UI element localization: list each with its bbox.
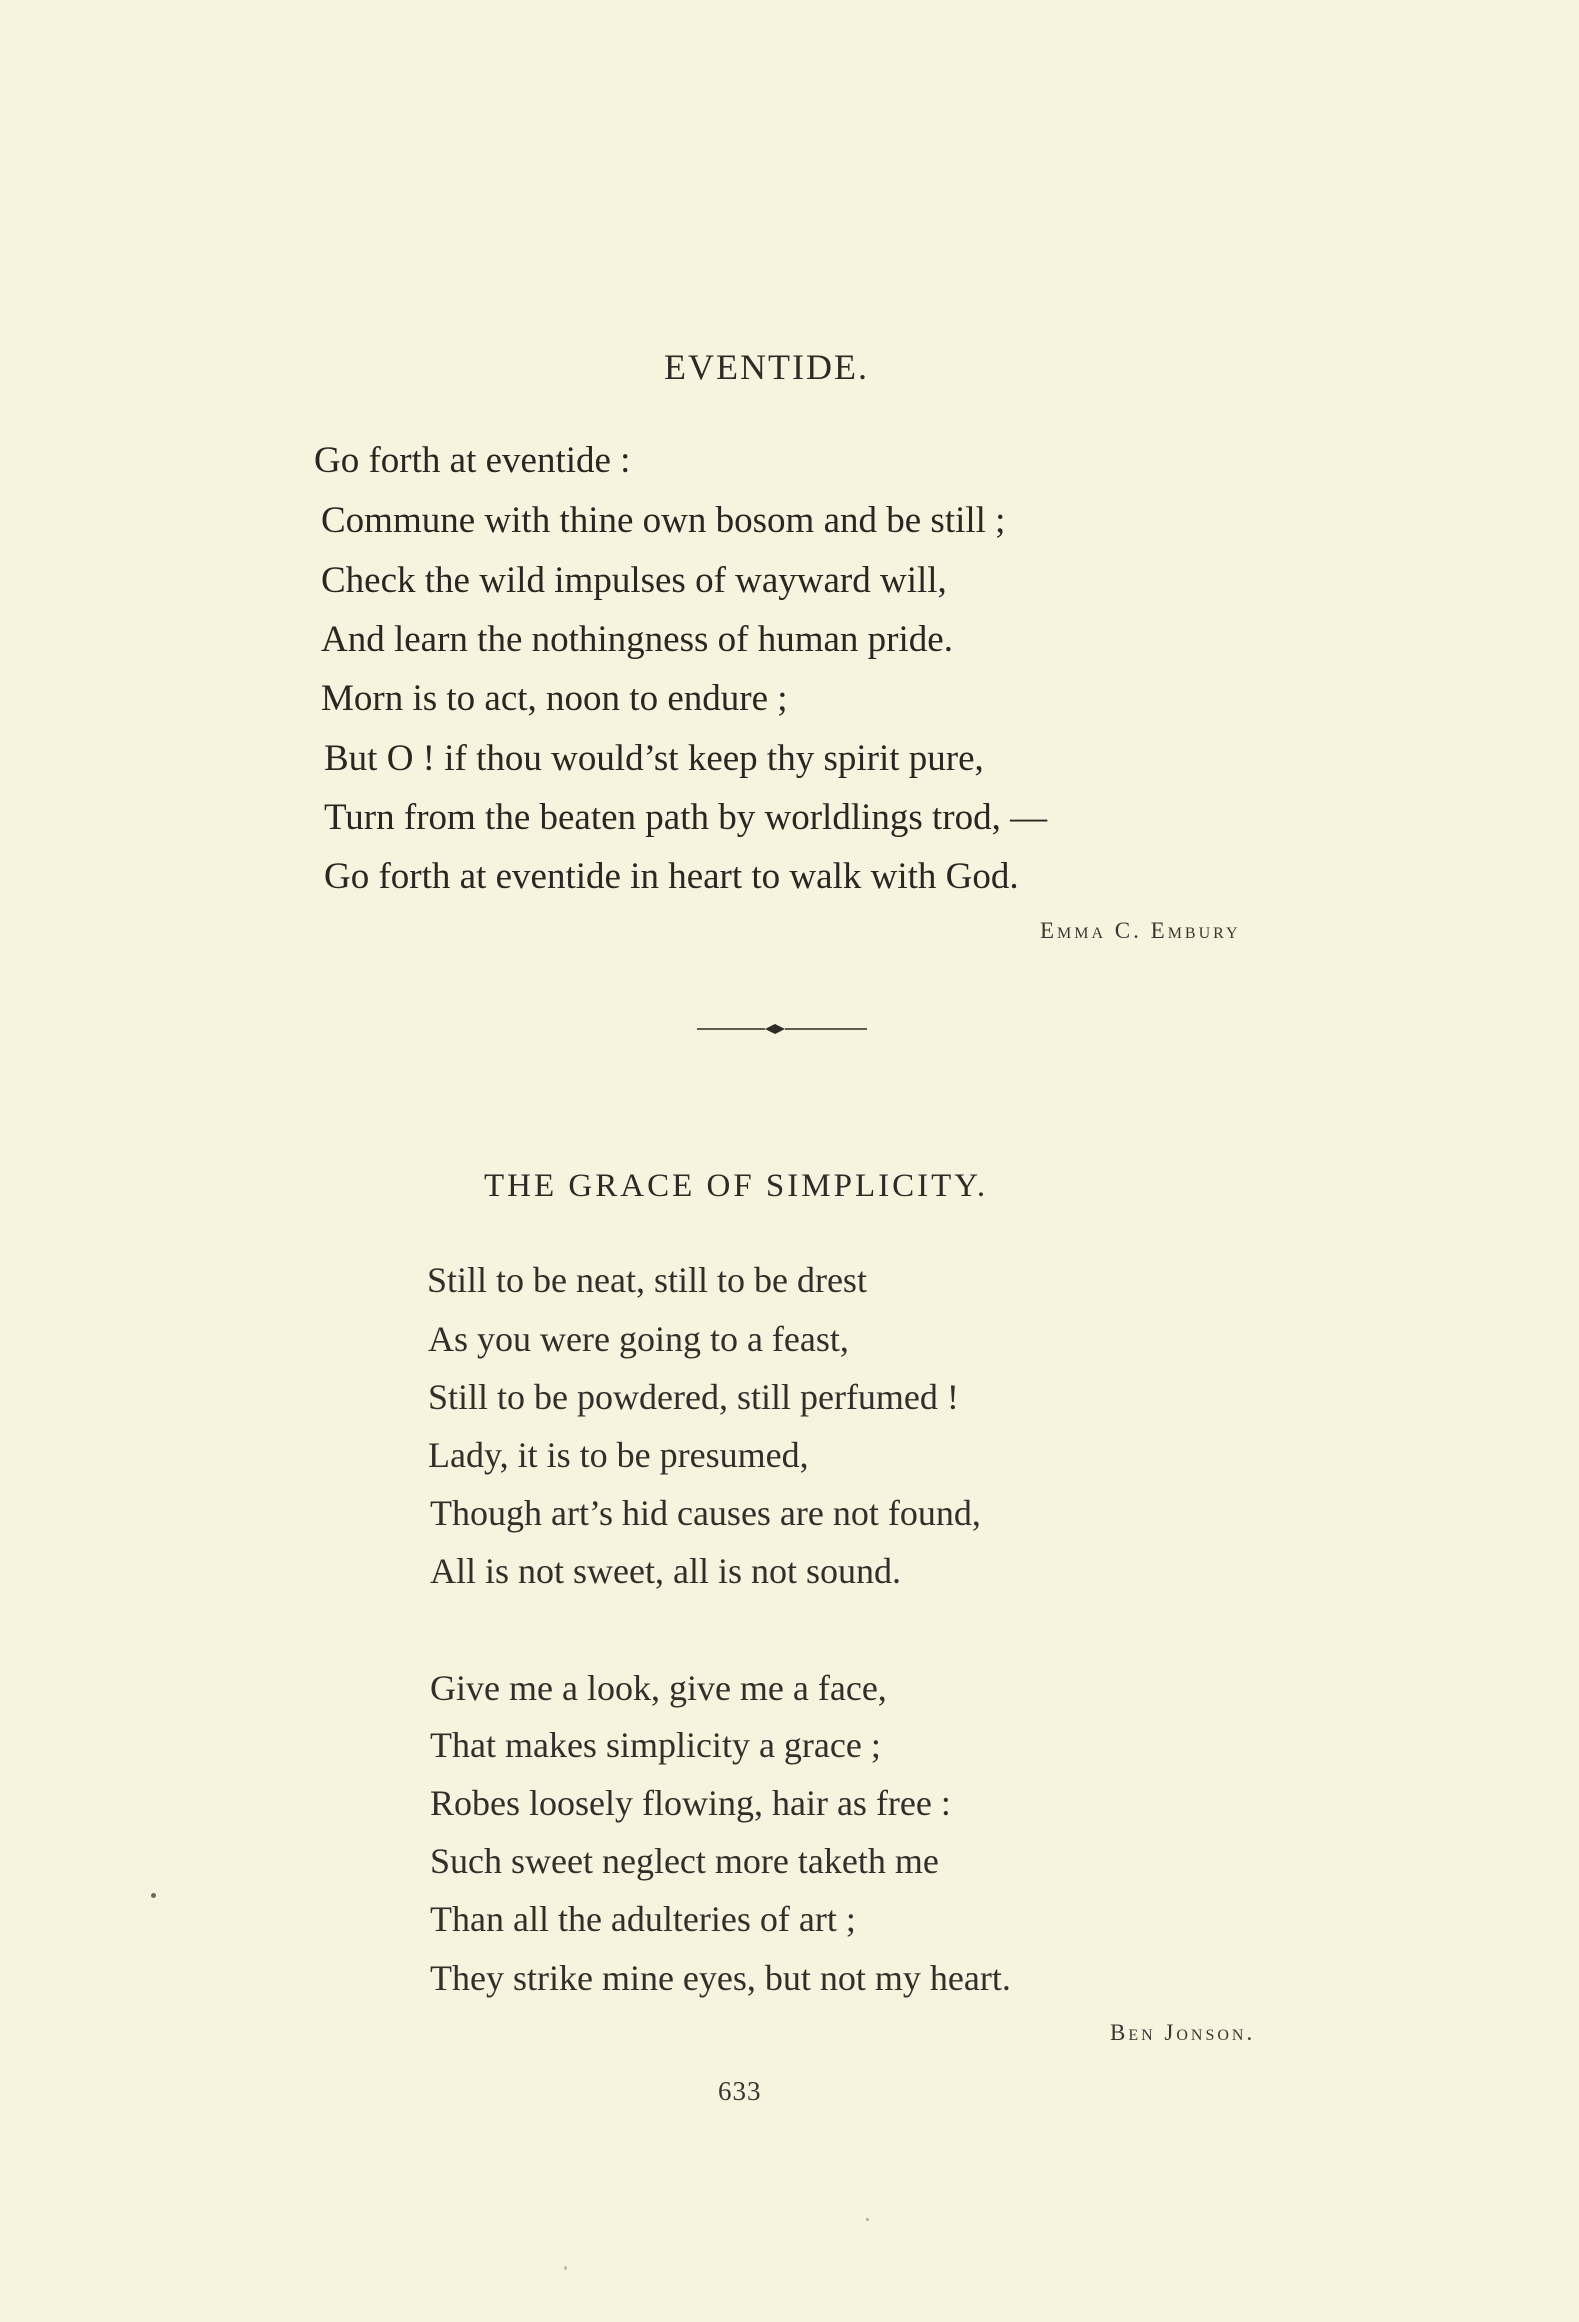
poem-line: Morn is to act, noon to endure ; [321, 678, 788, 719]
poem-line: Go forth at eventide in heart to walk with God. [324, 856, 1019, 897]
poem-line: Still to be neat, still to be drest [427, 1260, 867, 1300]
poem-line: Turn from the beaten path by worldlings trod, — [324, 797, 1048, 838]
paper-speck [564, 2266, 567, 2270]
paper-speck [866, 2218, 869, 2221]
poem-line: As you were going to a feast, [428, 1319, 849, 1359]
poem-line: Though art’s hid causes are not found, [430, 1493, 981, 1533]
poem-line: Robes loosely flowing, hair as free : [430, 1783, 951, 1823]
poem-line: That makes simplicity a grace ; [430, 1725, 881, 1765]
poem-line: Go forth at eventide : [314, 440, 631, 481]
poem-line: Commune with thine own bosom and be still ; [321, 500, 1006, 541]
poem-title-eventide: EVENTIDE. [664, 347, 869, 387]
poem-line: Give me a look, give me a face, [430, 1668, 887, 1708]
poem-author-eventide: Emma C. Embury [1040, 918, 1241, 943]
paper-speck [151, 1893, 156, 1898]
poem-line: But O ! if thou would’st keep thy spirit pure, [324, 738, 984, 779]
poem-line: Check the wild impulses of wayward will, [321, 560, 947, 601]
poem-line: All is not sweet, all is not sound. [430, 1551, 901, 1591]
poem-line: They strike mine eyes, but not my heart. [430, 1958, 1011, 1998]
page-number: 633 [718, 2076, 762, 2106]
poem-author-grace-of-simplicity: Ben Jonson. [1110, 2020, 1256, 2045]
poem-title-grace-of-simplicity: THE GRACE OF SIMPLICITY. [484, 1168, 989, 1204]
ornament-divider-icon [697, 1021, 867, 1037]
poem-line: Lady, it is to be presumed, [428, 1435, 809, 1475]
poem-line: And learn the nothingness of human pride. [321, 619, 953, 660]
poem-line: Still to be powdered, still perfumed ! [428, 1377, 959, 1417]
poem-line: Such sweet neglect more taketh me [430, 1841, 939, 1881]
poem-line: Than all the adulteries of art ; [430, 1899, 856, 1939]
